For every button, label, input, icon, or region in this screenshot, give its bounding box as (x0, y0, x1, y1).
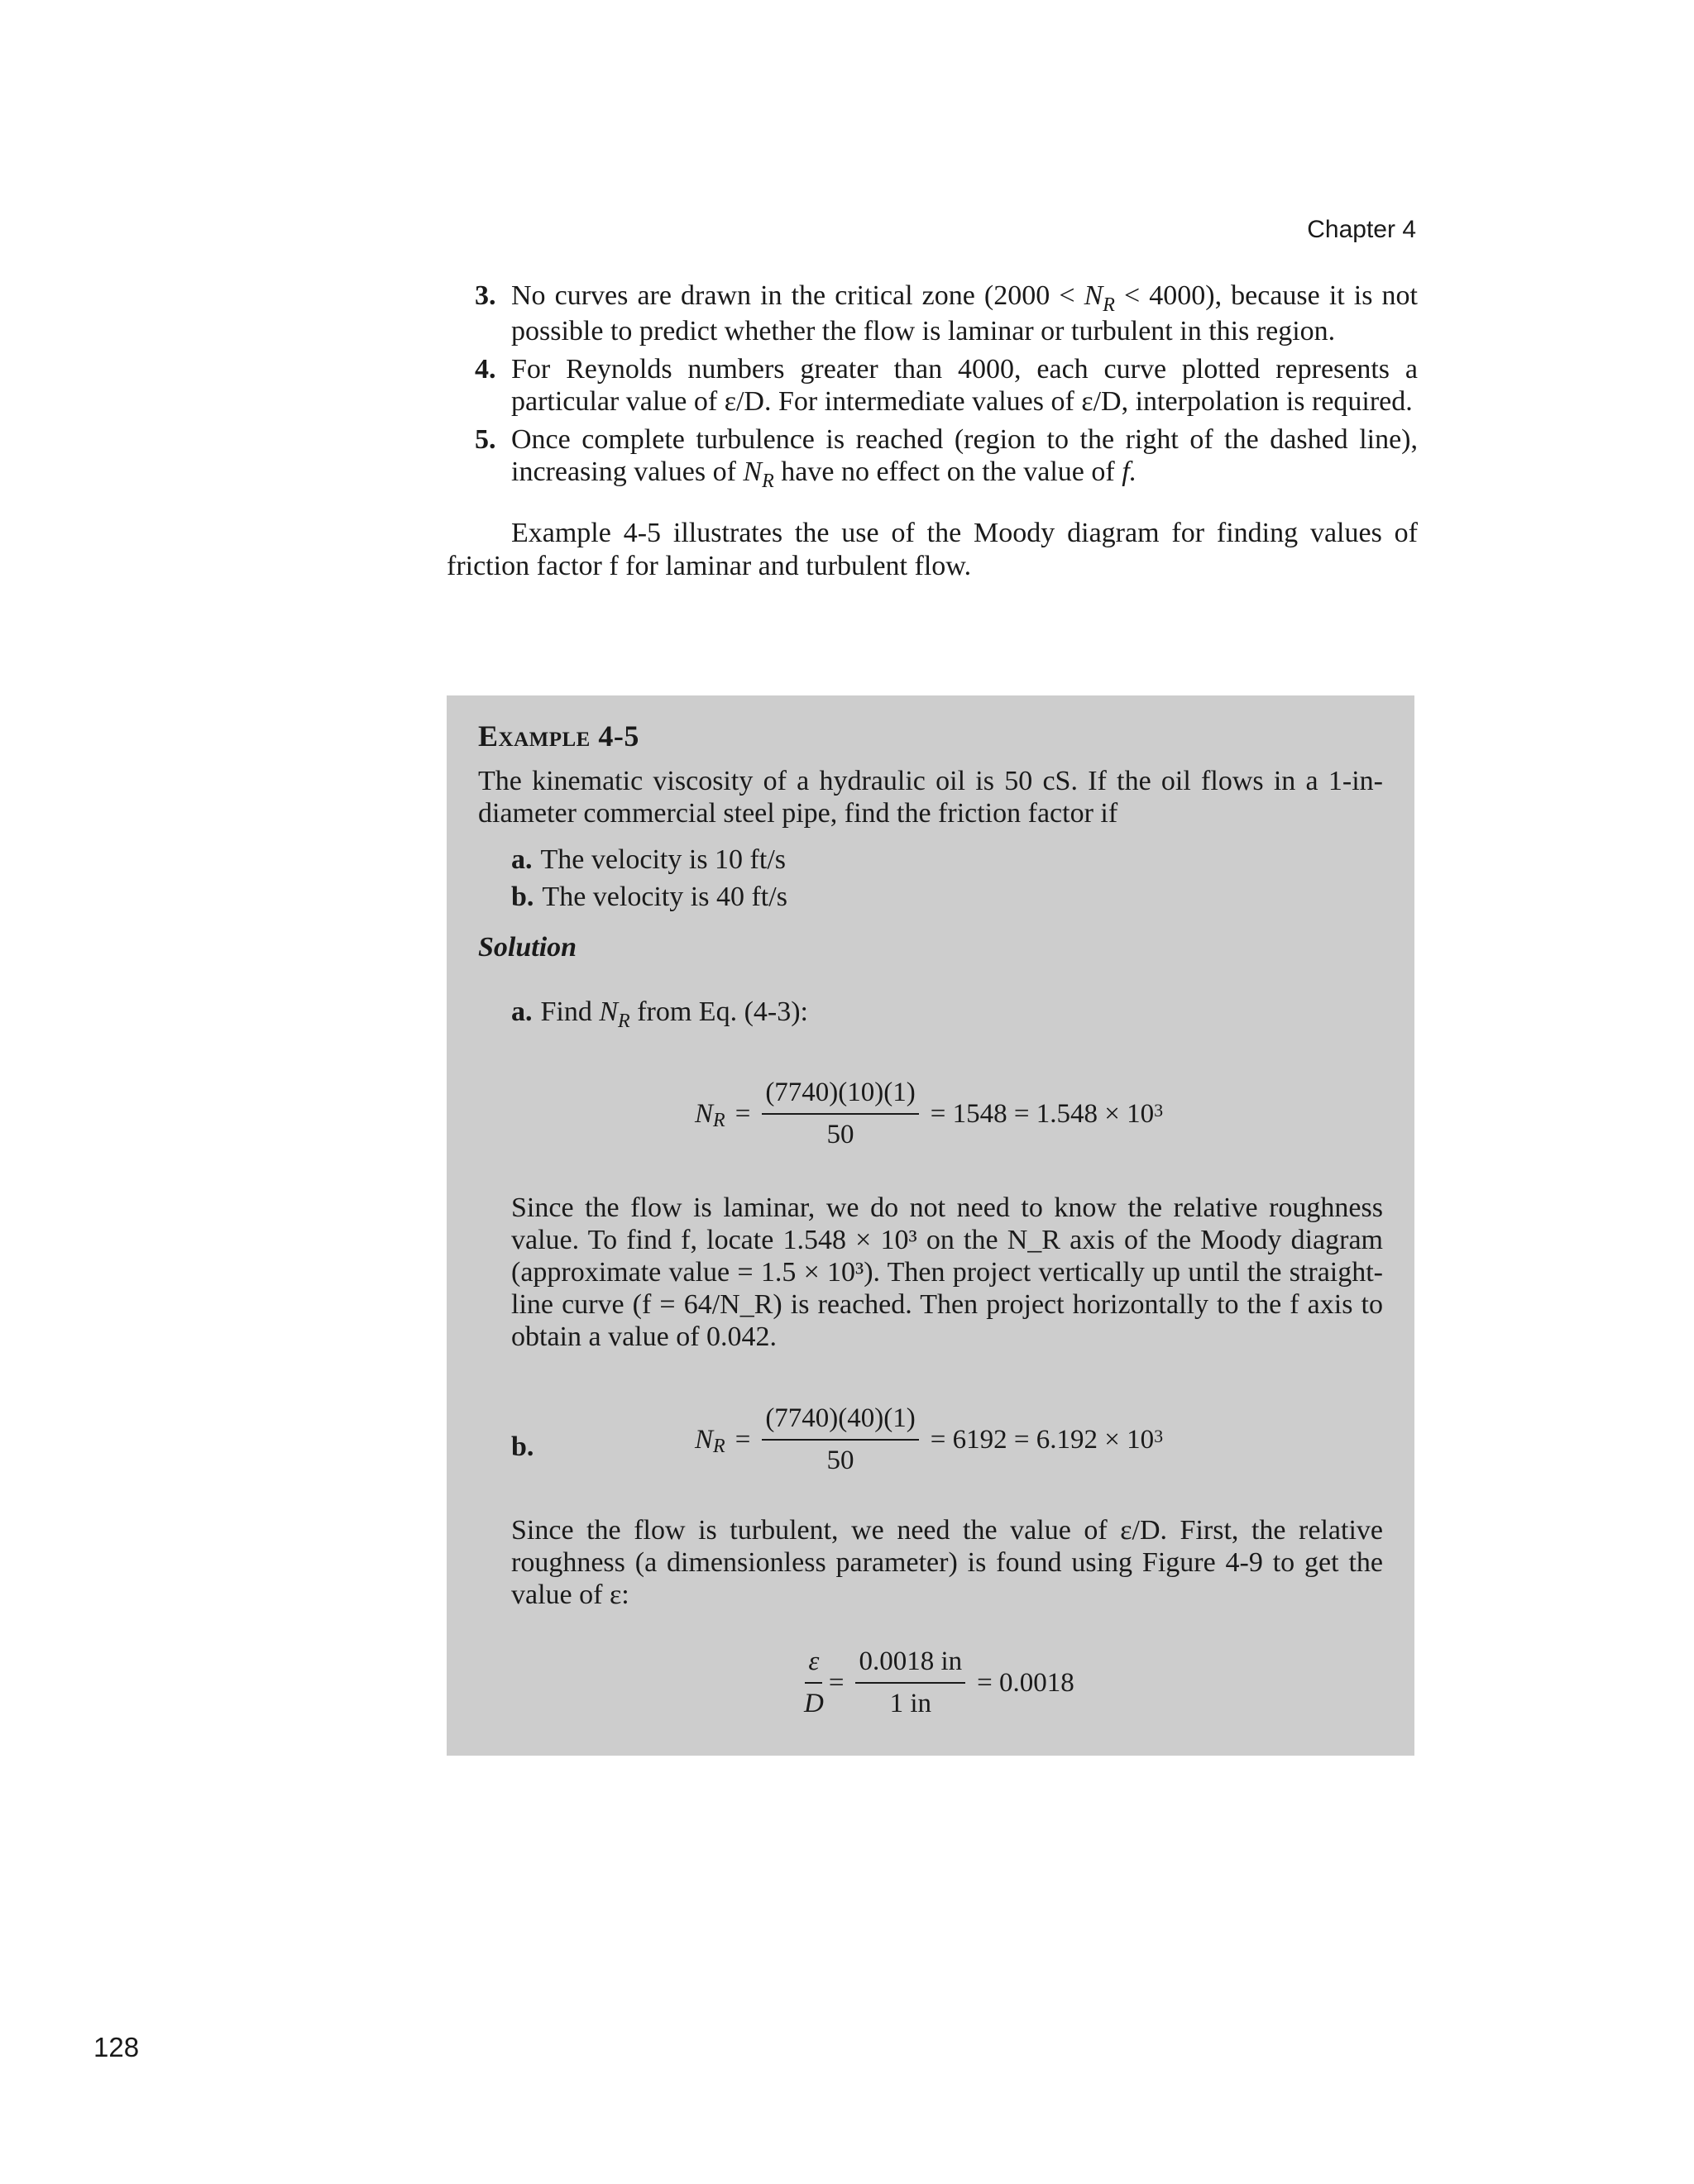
item-number: 3. (475, 280, 496, 311)
list-item: 3. No curves are drawn in the critical zone $(2000 < N_R < 4000)$, because it is not possible to predict whether the flow is laminar or turbulent in this region. (475, 280, 1419, 346)
paragraph-a: Since the flow is laminar, we do not need to know the relative roughness value. To find f, locate 1.548 × 10³ on the N_R axis of the Moody diagram (approximate value = 1.5 × 10³). Then project vertically up until the straight-line curve (f = 64/N_R) is reached. Then project horizontally to the f axis to obtain a value of 0.042. (511, 1192, 1383, 1352)
fraction: $\frac{(7740)(40)(1)}{50}$ (762, 1403, 918, 1476)
list-item: 5. Once complete turbulence is reached (region to the right of the dashed line), increasing values of $N_R$ have no effect on the value of f. (475, 424, 1418, 492)
fraction: $\frac{(7740)(10)(1)}{50}$ (762, 1078, 918, 1150)
case-b: b. The velocity is 40 ft/s (511, 882, 787, 912)
list-item: 4. For Reynolds numbers greater than 4000, each curve plotted represents a particular value of ε/D. For intermediate values of ε/D, interpolation is required. (475, 354, 1418, 417)
equation-c: $\frac{\varepsilon}{D}$ = $\frac{0.0018 in}{1 in}$ = 0.0018 (804, 1646, 1074, 1718)
item-number: 4. (475, 354, 496, 385)
equation-b: N R = $\frac{(7740)(40)(1)}{50}$ = 6192 = 6.192 × 10 $^3$ (695, 1403, 1164, 1475)
paragraph-b: Since the flow is turbulent, we need the value of ε/D. First, the relative roughness (a dimensionless parameter) is found using Figure 4-9 to get the value of ε: (511, 1515, 1383, 1610)
fraction: $\frac{\varepsilon}{D}$ (804, 1646, 824, 1718)
item-number: 5. (475, 424, 496, 455)
numbered-list (475, 280, 1418, 497)
example-box (447, 695, 1414, 1756)
chapter-header: Chapter 4 (1307, 216, 1416, 243)
problem-statement: The kinematic viscosity of a hydraulic oil is 50 cS. If the oil flows in a 1-in-diameter commercial steel pipe, find the friction factor if (478, 766, 1383, 829)
page-number: 128 (93, 2032, 140, 2062)
step-a: a. Find $N_R$ from Eq. (4-3): (511, 996, 808, 1032)
solution-label: Solution (478, 932, 577, 963)
fraction: $\frac{0.0018 in}{1 in}$ (855, 1646, 965, 1719)
case-a: a. The velocity is 10 ft/s (511, 844, 787, 875)
step-b-label: b. (511, 1431, 534, 1462)
equation-a: N R = $\frac{(7740)(10)(1)}{50}$ = 1548 = 1.548 × 10 $^3$ (695, 1078, 1164, 1149)
example-title: Example 4-5 (478, 719, 639, 753)
intro-paragraph: Example 4-5 illustrates the use of the Moody diagram for finding values of friction factor f for laminar and turbulent flow. (447, 518, 1418, 581)
